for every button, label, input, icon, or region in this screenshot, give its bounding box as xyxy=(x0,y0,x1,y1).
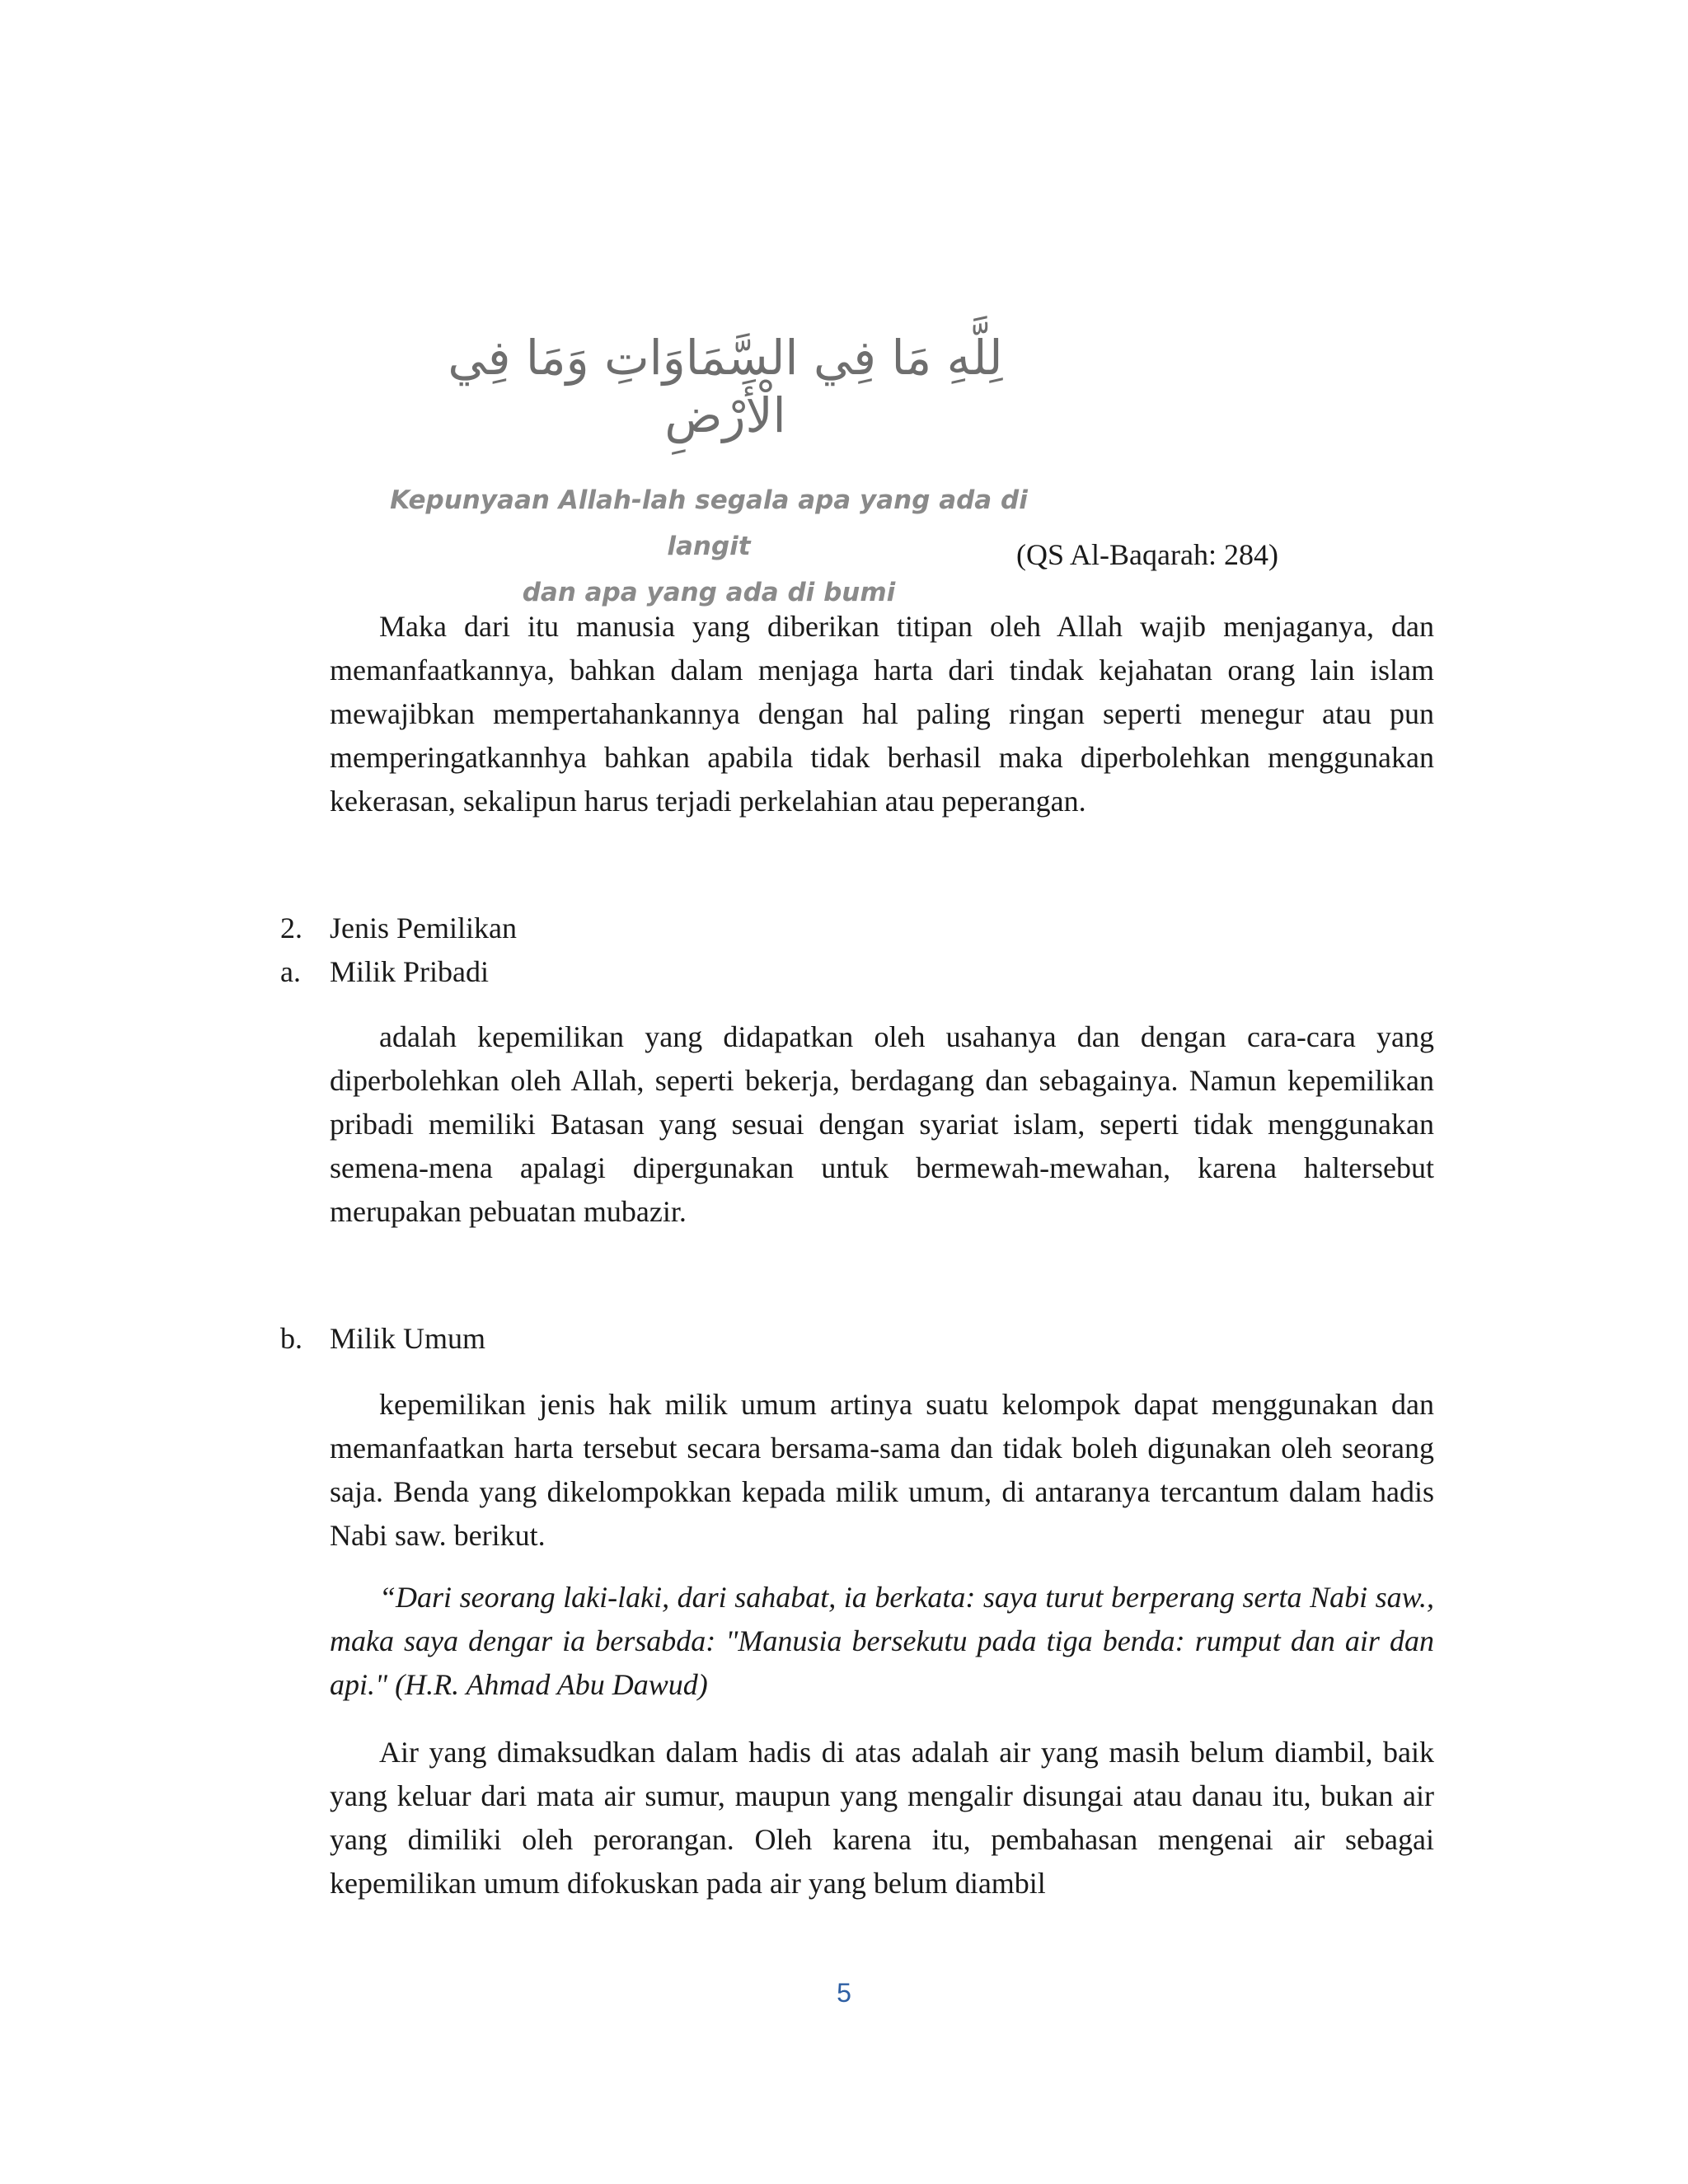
verse-source: (QS Al-Baqarah: 284) xyxy=(1016,538,1278,571)
subsection-title-a: Milik Pribadi xyxy=(330,955,490,988)
arabic-verse: لِلَّهِ مَا فِي السَّمَاوَاتِ وَمَا فِي الْأَرْضِ xyxy=(448,330,1003,443)
translation-line-1: Kepunyaan Allah-lah segala apa yang ada di langit xyxy=(390,485,1028,562)
paragraph-milik-umum-text: kepemilikan jenis hak milik umum artinya suatu kelompok dapat menggunakan dan memanfaatkan harta tersebut secara bersama-sama dan tidak boleh digunakan oleh seorang saja. Benda yang dikelompokkan kepada milik umum, di antaranya tercantum dalam hadis Nabi saw. berikut. xyxy=(330,1388,1434,1552)
paragraph-milik-umum xyxy=(330,1383,1434,1558)
subsection-marker-b: b. xyxy=(280,1322,302,1355)
section-heading-2 xyxy=(280,907,517,950)
quran-verse-image xyxy=(363,330,1055,616)
paragraph-air-explanation-text: Air yang dimaksudkan dalam hadis di atas adalah air yang masih belum diambil, baik yang keluar dari mata air sumur, maupun yang mengalir disungai atau danau itu, bukan air yang dimiliki oleh perorangan. Oleh karena itu, pembahasan mengenai air sebagai kepemilikan umum difokuskan pada air yang belum diambil xyxy=(330,1736,1434,1900)
section-number: 2. xyxy=(280,912,302,944)
subsection-title-b: Milik Umum xyxy=(330,1322,486,1355)
subsection-heading-b xyxy=(280,1317,486,1361)
subsection-marker-a: a. xyxy=(280,955,301,988)
paragraph-intro-text: Maka dari itu manusia yang diberikan titipan oleh Allah wajib menjaganya, dan memanfaatkannya, bahkan dalam menjaga harta dari tindak kejahatan orang lain islam mewajibkan mempertahankannya dengan hal paling ringan seperti menegur atau pun memperingatkannhya bahkan apabila tidak berhasil maka diperbolehkan menggunakan kekerasan, sekalipun harus terjadi perkelahian atau peperangan. xyxy=(330,610,1434,818)
section-title: Jenis Pemilikan xyxy=(330,912,517,944)
paragraph-milik-pribadi xyxy=(330,1015,1434,1234)
hadith-quote xyxy=(330,1576,1434,1707)
paragraph-intro xyxy=(330,605,1434,823)
subsection-heading-a xyxy=(280,950,490,994)
paragraph-air-explanation xyxy=(330,1731,1434,1905)
paragraph-milik-pribadi-text: adalah kepemilikan yang didapatkan oleh usahanya dan dengan cara-cara yang diperbolehkan oleh Allah, seperti bekerja, berdagang dan sebagainya. Namun kepemilikan pribadi memiliki Batasan yang sesuai dengan syariat islam, seperti tidak menggunakan semena-mena apalagi dipergunakan untuk bermewah-mewahan, karena haltersebut merupakan pebuatan mubazir. xyxy=(330,1020,1434,1228)
hadith-quote-text: “Dari seorang laki-laki, dari sahabat, ia berkata: saya turut berperang serta Nabi saw., maka saya dengar ia bersabda: "Manusia bersekutu pada tiga benda: rumput dan air dan api." (H.R. Ahmad Abu Dawud) xyxy=(330,1581,1434,1701)
page-number: 5 xyxy=(837,1978,851,2008)
verse-translation xyxy=(363,477,1055,616)
translation-line-2: dan apa yang ada di bumi xyxy=(522,578,896,608)
